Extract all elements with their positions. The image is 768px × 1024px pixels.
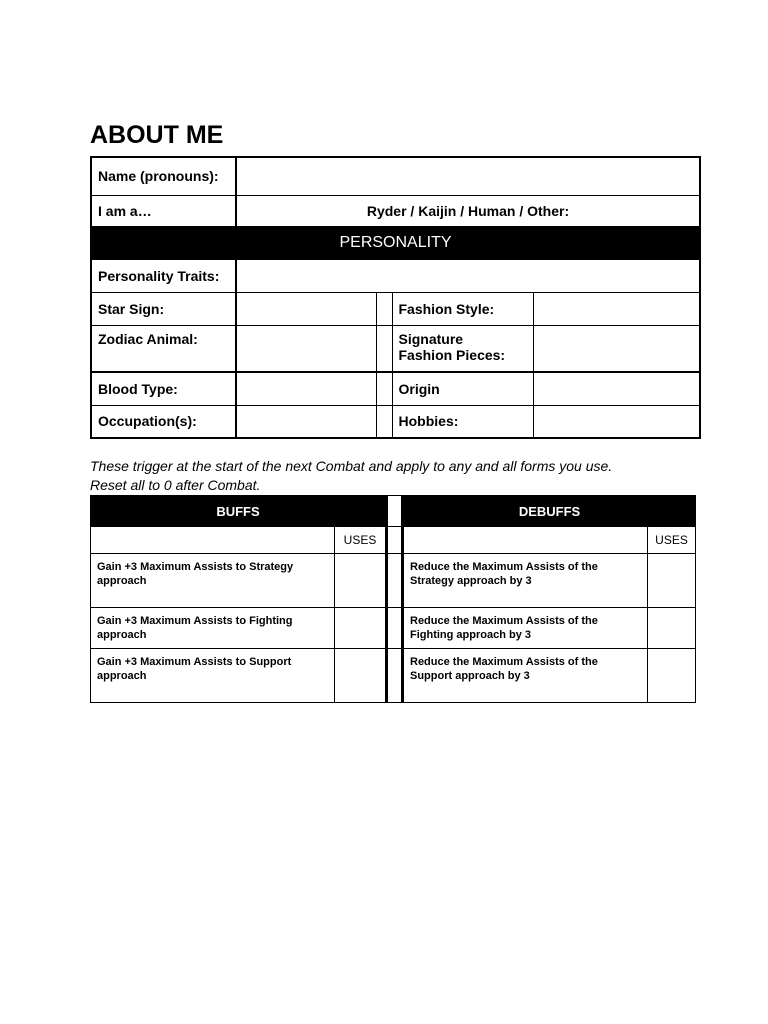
debuff-support: Reduce the Maximum Assists of the Support approach by 3 — [403, 649, 648, 703]
origin-field[interactable] — [533, 372, 700, 405]
instructions-note — [90, 457, 612, 495]
note-line-2: Reset all to 0 after Combat. — [90, 477, 261, 493]
buff-blank-header — [91, 527, 335, 554]
hobbies-field[interactable] — [533, 405, 700, 438]
debuff-strategy: Reduce the Maximum Assists of the Strategy approach by 3 — [403, 554, 648, 608]
blood-type-label: Blood Type: — [91, 372, 236, 405]
buff-support: Gain +3 Maximum Assists to Support approach — [91, 649, 335, 703]
spacer-cell — [376, 405, 392, 438]
table-row — [91, 554, 696, 608]
note-line-1: These trigger at the start of the next Combat and apply to any and all forms you use. — [90, 458, 613, 474]
divider-cell — [387, 554, 403, 608]
debuff-uses-field[interactable] — [648, 649, 696, 703]
about-me-table — [90, 156, 701, 439]
divider-cell — [387, 608, 403, 649]
name-label: Name (pronouns): — [91, 157, 236, 195]
buff-uses-header: USES — [335, 527, 387, 554]
iam-label: I am a… — [91, 195, 236, 226]
hobbies-label: Hobbies: — [392, 405, 533, 438]
spacer-cell — [376, 292, 392, 325]
iam-options[interactable]: Ryder / Kaijin / Human / Other: — [236, 195, 700, 226]
buff-uses-field[interactable] — [335, 649, 387, 703]
occupation-field[interactable] — [236, 405, 376, 438]
table-row — [91, 608, 696, 649]
spacer-cell — [376, 372, 392, 405]
table-row — [91, 649, 696, 703]
buffs-debuffs-table — [90, 495, 696, 703]
debuff-fighting: Reduce the Maximum Assists of the Fighting approach by 3 — [403, 608, 648, 649]
buff-fighting: Gain +3 Maximum Assists to Fighting approach — [91, 608, 335, 649]
buff-strategy: Gain +3 Maximum Assists to Strategy approach — [91, 554, 335, 608]
buff-uses-field[interactable] — [335, 554, 387, 608]
debuffs-header: DEBUFFS — [403, 496, 696, 527]
divider-cell — [387, 496, 403, 527]
debuff-blank-header — [403, 527, 648, 554]
personality-traits-label: Personality Traits: — [91, 259, 236, 292]
star-sign-label: Star Sign: — [91, 292, 236, 325]
blood-type-field[interactable] — [236, 372, 376, 405]
debuff-uses-field[interactable] — [648, 608, 696, 649]
personality-traits-field[interactable] — [236, 259, 700, 292]
occupation-label: Occupation(s): — [91, 405, 236, 438]
buff-uses-field[interactable] — [335, 608, 387, 649]
fashion-style-field[interactable] — [533, 292, 700, 325]
zodiac-animal-label: Zodiac Animal: — [91, 325, 236, 372]
buffs-header: BUFFS — [91, 496, 387, 527]
signature-fashion-label — [392, 325, 533, 372]
personality-header: PERSONALITY — [91, 226, 700, 259]
spacer-cell — [376, 325, 392, 372]
star-sign-field[interactable] — [236, 292, 376, 325]
divider-cell — [387, 649, 403, 703]
divider-cell — [387, 527, 403, 554]
zodiac-animal-field[interactable] — [236, 325, 376, 372]
signature-fashion-field[interactable] — [533, 325, 700, 372]
origin-label: Origin — [392, 372, 533, 405]
page-title: ABOUT ME — [90, 121, 224, 149]
fashion-style-label: Fashion Style: — [392, 292, 533, 325]
name-field[interactable] — [236, 157, 700, 195]
signature-fashion-label-line1: Signature — [398, 330, 464, 347]
debuff-uses-header: USES — [648, 527, 696, 554]
signature-fashion-label-line2: Fashion Pieces: — [398, 346, 506, 363]
debuff-uses-field[interactable] — [648, 554, 696, 608]
